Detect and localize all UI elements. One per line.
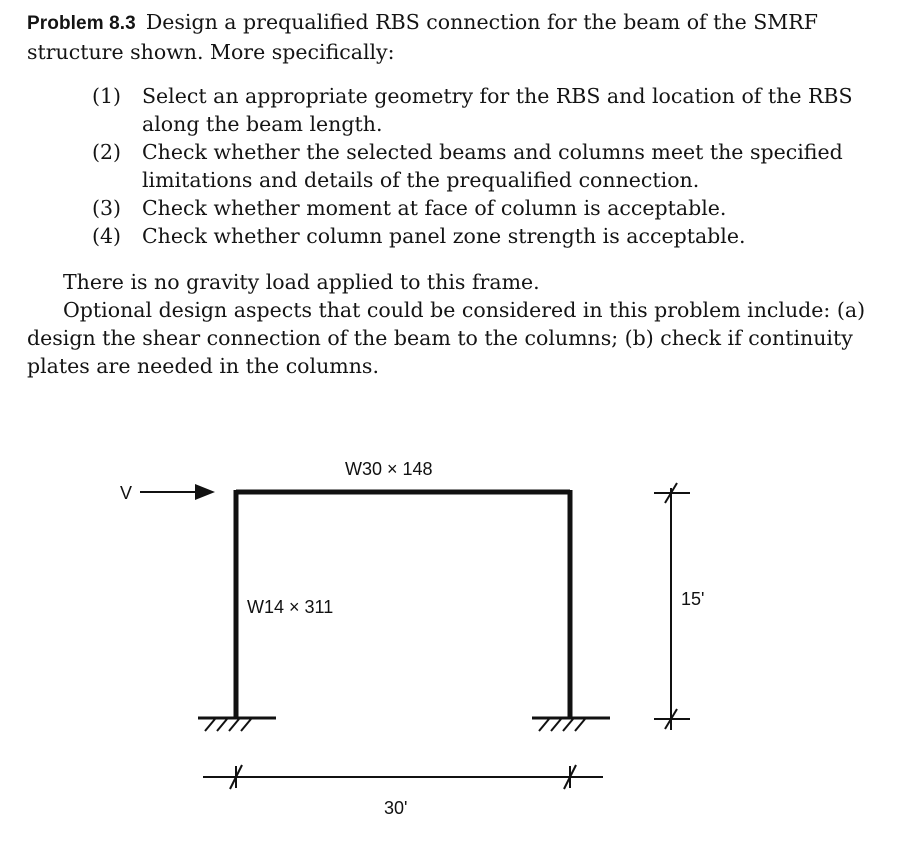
- height-label: 15': [681, 589, 705, 609]
- load-label: V: [120, 483, 133, 503]
- task-number: (2): [92, 140, 122, 164]
- beam-label: W30 × 148: [345, 459, 433, 479]
- gravity-note: There is no gravity load applied to this frame.: [63, 270, 540, 294]
- task-text: Check whether moment at face of column is acceptable.: [142, 196, 727, 220]
- left-fixed-support-icon: [198, 718, 276, 731]
- right-fixed-support-icon: [532, 718, 610, 731]
- optional-aspects-paragraph: Optional design aspects that could be considered in this problem include: (a) design the shear connection of the beam to the columns; (b) check if continuity plates are needed in the columns.: [27, 298, 866, 378]
- problem-label: Problem 8.3: [27, 13, 136, 34]
- task-number: (1): [92, 84, 122, 108]
- task-text: Check whether the selected beams and columns meet the specified limitations and details of the prequalified connection.: [142, 140, 843, 192]
- task-text: Check whether column panel zone strength is acceptable.: [142, 224, 746, 248]
- task-number: (4): [92, 224, 122, 248]
- task-text: Select an appropriate geometry for the RBS and location of the RBS along the beam length.: [142, 84, 853, 136]
- span-dimension: [203, 765, 603, 789]
- problem-intro: Design a prequalified RBS connection for the beam of the SMRF structure shown. More specifically:: [27, 10, 818, 64]
- task-number: (3): [92, 196, 122, 220]
- load-arrow: [140, 484, 215, 500]
- span-label: 30': [384, 798, 408, 818]
- column-label: W14 × 311: [247, 597, 334, 617]
